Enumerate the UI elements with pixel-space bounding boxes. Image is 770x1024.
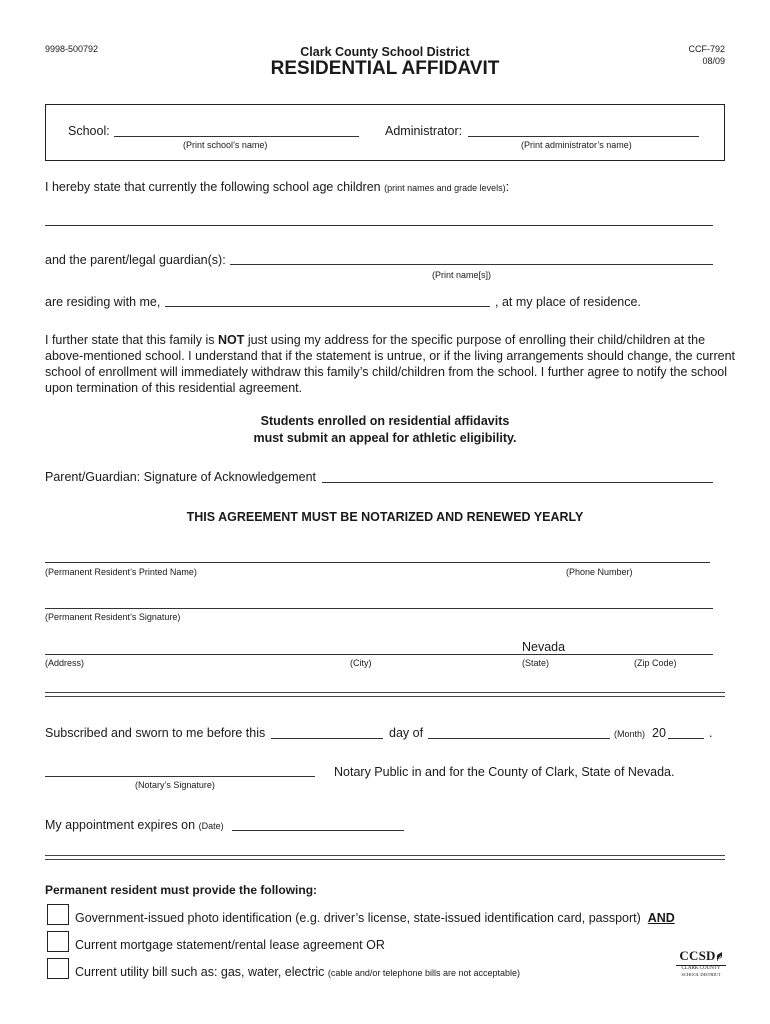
- address-hint: (Address): [45, 658, 85, 668]
- guardian-hint: (Print name[s]): [432, 270, 492, 280]
- requirement-item-3: [75, 965, 520, 979]
- resident-signature-hint: (Permanent Resident’s Signature): [45, 612, 181, 622]
- section-divider-1: [45, 692, 725, 697]
- form-date: 08/09: [702, 56, 725, 66]
- resident-name-field[interactable]: [165, 306, 490, 307]
- phone-hint: (Phone Number): [566, 567, 633, 577]
- requirements-heading: Permanent resident must provide the following:: [45, 883, 318, 897]
- form-code: CCF-792: [688, 44, 725, 54]
- school-hint: (Print school’s name): [183, 140, 268, 150]
- sworn-period: .: [709, 726, 713, 740]
- children-intro-colon: :: [505, 180, 510, 194]
- further-text-1: I further state that this family is: [45, 333, 218, 347]
- further-not: NOT: [217, 333, 245, 347]
- children-intro-hint: (print names and grade levels): [384, 183, 506, 193]
- sworn-year-field[interactable]: [668, 738, 704, 739]
- state-value: Nevada: [522, 640, 566, 654]
- guardian-label: and the parent/legal guardian(s):: [45, 253, 226, 267]
- district-name: Clark County School District: [300, 45, 470, 59]
- utility-checkbox[interactable]: [47, 958, 69, 979]
- guardian-names-field[interactable]: [230, 264, 713, 265]
- administrator-label: Administrator:: [385, 124, 463, 138]
- sworn-prefix: Subscribed and sworn to me before this: [45, 726, 266, 740]
- notary-public-text: Notary Public in and for the County of Clark, State of Nevada.: [334, 765, 675, 779]
- residing-suffix: , at my place of residence.: [495, 295, 641, 309]
- city-hint: (City): [350, 658, 372, 668]
- further-statement: [45, 332, 735, 396]
- address-field[interactable]: [45, 654, 713, 655]
- requirement-item-2: Current mortgage statement/rental lease agreement OR: [75, 938, 385, 952]
- year-prefix: 20: [652, 726, 666, 740]
- requirement-item-1-text: Government-issued photo identification (e.g. driver’s license, state-issued identification card, passport): [75, 911, 641, 925]
- section-divider-2: [45, 855, 725, 860]
- form-id: 9998-500792: [45, 44, 99, 54]
- resident-printed-name-field[interactable]: [45, 562, 710, 563]
- school-name-field[interactable]: [114, 136, 359, 137]
- ccsd-logo-text: CCSD: [679, 948, 716, 963]
- administrator-name-field[interactable]: [468, 136, 699, 137]
- month-hint: (Month): [614, 729, 646, 739]
- resident-printed-name-hint: (Permanent Resident’s Printed Name): [45, 567, 197, 577]
- requirement-item-3-hint: (cable and/or telephone bills are not acceptable): [327, 968, 521, 978]
- children-intro-text: I hereby state that currently the following school age children: [45, 180, 381, 194]
- notary-signature-hint: (Notary’s Signature): [135, 780, 215, 790]
- form-title: RESIDENTIAL AFFIDAVIT: [270, 58, 500, 79]
- appointment-date-field[interactable]: [232, 830, 404, 831]
- athletic-notice-line1: Students enrolled on residential affidavits: [260, 414, 510, 428]
- administrator-hint: (Print administrator’s name): [521, 140, 632, 150]
- ccsd-logo-line1: CLARK COUNTY: [676, 965, 726, 972]
- ccsd-logo: [676, 948, 726, 978]
- notary-signature-field[interactable]: [45, 776, 315, 777]
- school-label: School:: [68, 124, 110, 138]
- requirement-and: AND: [647, 911, 675, 925]
- day-of-label: day of: [389, 726, 424, 740]
- zip-hint: (Zip Code): [634, 658, 677, 668]
- ccsd-logo-line2: SCHOOL DISTRICT: [681, 972, 721, 977]
- requirement-item-3-text: Current utility bill such as: gas, water, electric: [75, 965, 325, 979]
- requirement-item-1: [75, 911, 675, 925]
- sworn-day-field[interactable]: [271, 738, 383, 739]
- appointment-expires: [45, 818, 224, 832]
- resident-signature-field[interactable]: [45, 608, 713, 609]
- expires-label: My appointment expires on: [45, 818, 196, 832]
- athletic-notice-line2: must submit an appeal for athletic eligibility.: [253, 431, 517, 445]
- notarize-notice: THIS AGREEMENT MUST BE NOTARIZED AND RENEWED YEARLY: [186, 510, 584, 524]
- mortgage-checkbox[interactable]: [47, 931, 69, 952]
- state-hint: (State): [522, 658, 550, 668]
- acknowledgement-signature-field[interactable]: [322, 482, 713, 483]
- expires-date-hint: (Date): [198, 821, 224, 831]
- flame-icon: [716, 951, 723, 962]
- children-names-field[interactable]: [45, 225, 713, 226]
- children-intro: [45, 180, 509, 194]
- id-checkbox[interactable]: [47, 904, 69, 925]
- sworn-month-field[interactable]: [428, 738, 610, 739]
- further-text-2: just using my address for the specific purpose of enrolling their child/children at the above-mentioned school. I understand that if the statement is untrue, or if the living arrangements should change, the current school of enrollment will immediately withdraw this family’s child/children from the school. I further agree to notify the school upon termination of this residential agreement.: [45, 333, 735, 395]
- acknowledgement-label: Parent/Guardian: Signature of Acknowledgement: [45, 470, 317, 484]
- residing-prefix: are residing with me,: [45, 295, 161, 309]
